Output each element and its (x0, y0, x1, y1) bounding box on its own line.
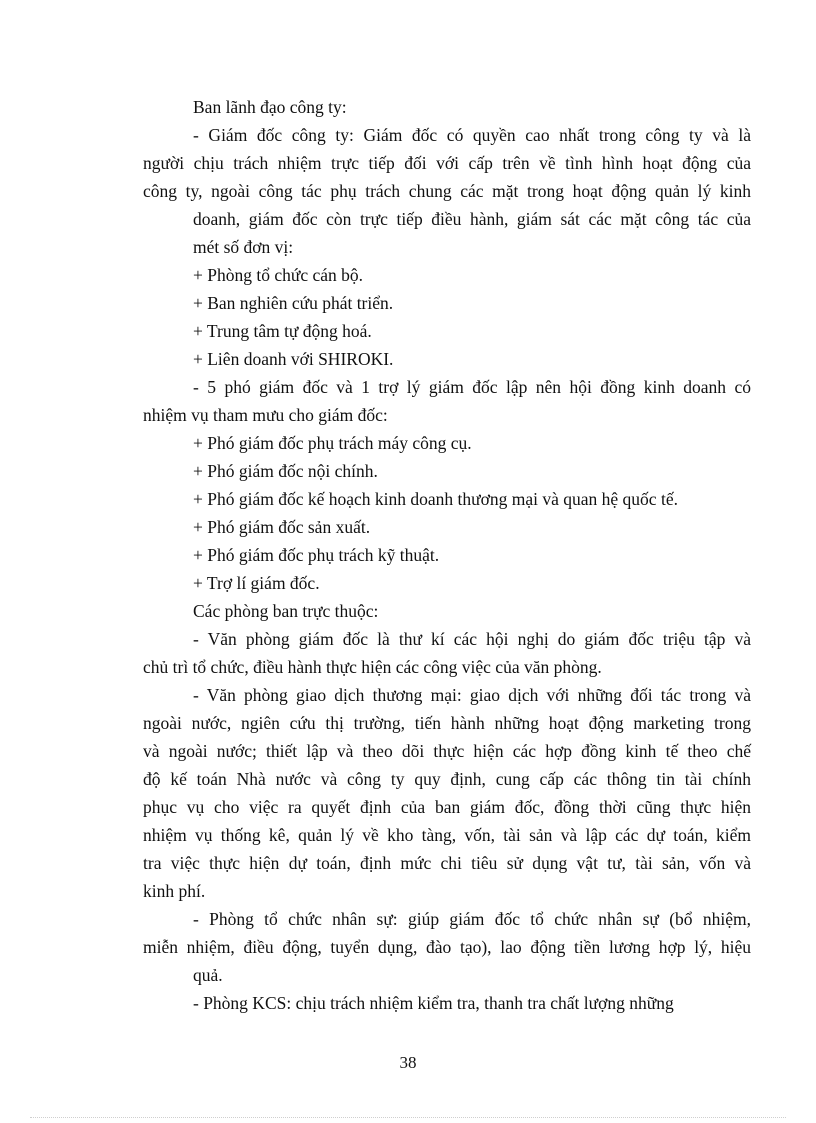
paragraph-line: và ngoài nước; thiết lập và theo dõi thực hiện các hợp đồng kinh tế theo chế (143, 741, 751, 761)
paragraph-line: miễn nhiệm, điều động, tuyển dụng, đào tạo), lao động tiền lương hợp lý, hiệu (143, 937, 751, 957)
paragraph-line: quả. (193, 965, 223, 985)
paragraph-line: - Giám đốc công ty: Giám đốc có quyền cao nhất trong công ty và là (193, 125, 751, 145)
list-item: + Phó giám đốc kế hoạch kinh doanh thương mại và quan hệ quốc tế. (193, 489, 678, 509)
paragraph-line: - Phòng tổ chức nhân sự: giúp giám đốc tổ chức nhân sự (bổ nhiệm, (193, 909, 751, 929)
paragraph-line: phục vụ cho việc ra quyết định của ban giám đốc, đồng thời cũng thực hiện (143, 797, 751, 817)
paragraph-line: - Văn phòng giám đốc là thư kí các hội nghị do giám đốc triệu tập và (193, 629, 751, 649)
page-number: 38 (399, 1053, 417, 1072)
list-item: + Ban nghiên cứu phát triển. (193, 293, 394, 313)
paragraph-line: độ kế toán Nhà nước và công ty quy định, cung cấp các thông tin tài chính (143, 769, 751, 789)
paragraph-line: - 5 phó giám đốc và 1 trợ lý giám đốc lập nên hội đồng kinh doanh có (193, 377, 751, 397)
page-bottom-divider (30, 1117, 786, 1118)
list-item: + Phó giám đốc nội chính. (193, 461, 378, 481)
paragraph-line: - Văn phòng giao dịch thương mại: giao dịch với những đối tác trong và (193, 685, 751, 705)
paragraph-line: - Phòng KCS: chịu trách nhiệm kiểm tra, thanh tra chất lượng những (193, 993, 674, 1013)
list-item: + Phó giám đốc sản xuất. (193, 517, 371, 537)
paragraph-line: chủ trì tổ chức, điều hành thực hiện các công việc của văn phòng. (143, 657, 602, 677)
paragraph-line: tra việc thực hiện dự toán, định mức chi tiêu sử dụng vật tư, tài sản, vốn và (143, 853, 751, 873)
paragraph-line: nhiệm vụ thống kê, quản lý về kho tàng, vốn, tài sản và lập các dự toán, kiểm (143, 825, 751, 845)
paragraph-line: doanh, giám đốc còn trực tiếp điều hành, giám sát các mặt công tác của (193, 209, 751, 229)
paragraph-line: mét số đơn vị: (193, 237, 294, 257)
list-item: + Phó giám đốc phụ trách kỹ thuật. (193, 545, 440, 565)
list-item: + Phó giám đốc phụ trách máy công cụ. (193, 433, 472, 453)
list-item: + Trung tâm tự động hoá. (193, 321, 372, 341)
section-heading-leadership: Ban lãnh đạo công ty: (193, 97, 347, 117)
section-heading-departments: Các phòng ban trực thuộc: (193, 601, 379, 621)
list-item: + Trợ lí giám đốc. (193, 573, 320, 593)
list-item: + Liên doanh với SHIROKI. (193, 349, 394, 369)
paragraph-line: người chịu trách nhiệm trực tiếp đối với cấp trên về tình hình hoạt động của (143, 153, 751, 173)
paragraph-line: công ty, ngoài công tác phụ trách chung các mặt trong hoạt động quản lý kinh (143, 181, 751, 201)
list-item: + Phòng tổ chức cán bộ. (193, 265, 364, 285)
paragraph-line: kinh phí. (143, 881, 206, 901)
paragraph-line: ngoài nước, ngiên cứu thị trường, tiến hành những hoạt động marketing trong (143, 713, 751, 733)
paragraph-line: nhiệm vụ tham mưu cho giám đốc: (143, 405, 388, 425)
